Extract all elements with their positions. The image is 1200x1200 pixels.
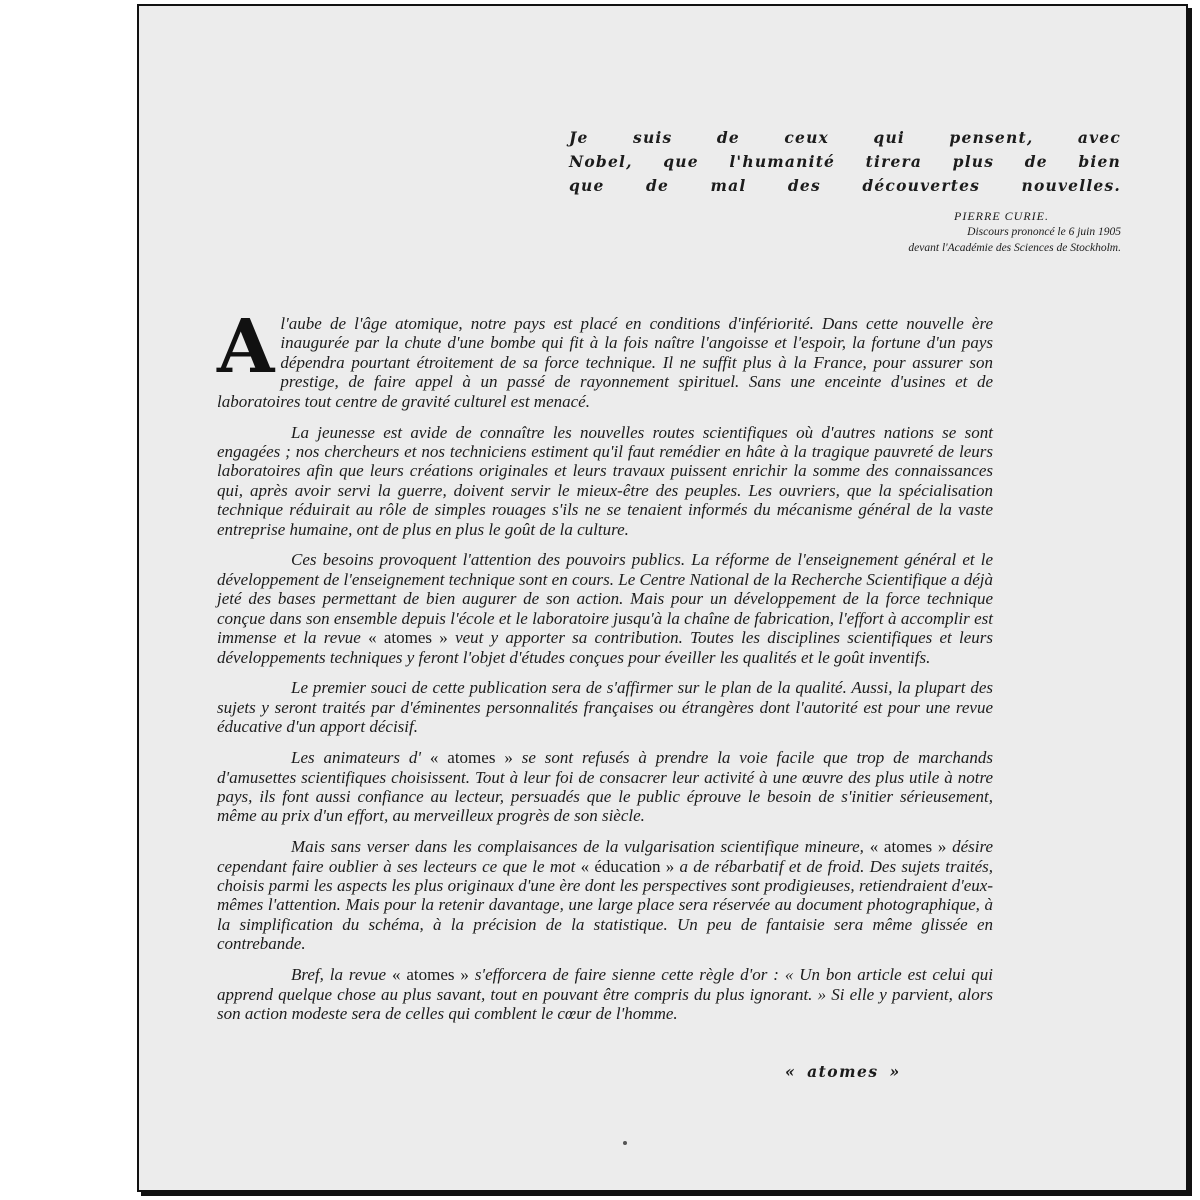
epigraph-source-line: Discours prononcé le 6 juin 1905 [967, 226, 1121, 238]
paragraph-text: Bref, la revue [291, 965, 387, 985]
paragraph-text: a de rébarbatif et de froid. Des sujets traités, choisis parmi les aspects les plus originaux d'une ère dont les perspectives sont prodigieuses, retiendraient d'eux-mêmes l'attention. Mais pour la retenir davantage, une large place sera réservée au document photographique, à la simplification du schéma, à la précision de la statistique. Un peu de fantaisie sera même glissée en contrebande. [217, 856, 994, 954]
epigraph-line: que de mal des découvertes nouvelles. [569, 176, 1121, 195]
paragraph [217, 837, 993, 953]
quoted-word: « éducation » [580, 856, 675, 876]
drop-cap: A [217, 304, 275, 390]
epigraph-author: PIERRE CURIE. [954, 209, 1049, 223]
signature: « atomes » [785, 1062, 901, 1081]
paragraph [217, 550, 993, 666]
paragraph-text: se sont refusés à prendre la voie facile que trop de marchands d'amusettes scientifiques choisissent. Tout à leur foi de consacrer leur activité à une œuvre des plus utile à notre pays, ils font aussi confiance au lecteur, persuadés que le public éprouve le besoin de s'initier sérieusement, même au prix d'un effort, au merveilleux progrès de son siècle. [217, 748, 994, 826]
paragraph [217, 423, 993, 539]
paragraph-text: Le premier souci de cette publication sera de s'affirmer sur le plan de la qualité. Aussi, la plupart des sujets y seront traités par d'éminentes personnalités françaises ou étrangères dont l'autorité est pour une revue éducative d'un apport décisif. [217, 678, 993, 737]
paragraph-text: Mais sans verser dans les complaisances de la vulgarisation scientifique mineure, [291, 837, 864, 857]
paragraph-text: veut y apporter sa contribution. Toutes les disciplines scientifiques et leurs développements techniques y feront l'objet d'études conçues pour éveiller les qualités et le goût inventifs. [217, 628, 994, 667]
document-page [137, 4, 1188, 1192]
paragraph [217, 678, 993, 736]
epigraph [569, 126, 1121, 256]
paragraph-text: désire cependant faire oublier à ses lecteurs ce que le mot [217, 837, 994, 876]
journal-name: « atomes » [429, 748, 513, 768]
paragraph-text: Ces besoins provoquent l'attention des pouvoirs publics. La réforme de l'enseignement général et le développement de l'enseignement technique sont en cours. Le Centre National de la Recherche Scientifique a déjà jeté des bases permettant de bien augurer de son action. Mais pour un développement de la force technique conçue dans son ensemble depuis l'école et le laboratoire jusqu'à la chaîne de fabrication, l'effort à accomplir est immense et la revue [217, 550, 993, 648]
epigraph-source-line: devant l'Académie des Sciences de Stockholm. [908, 242, 1121, 254]
paragraph [217, 304, 993, 411]
epigraph-line: Nobel, que l'humanité tirera plus de bien [569, 152, 1121, 171]
paragraph [217, 748, 993, 826]
journal-name: « atomes » [869, 837, 947, 857]
paragraph-text: Les animateurs d' [291, 748, 422, 768]
paragraph-text: s'efforcera de faire sienne cette règle d'or : « Un bon article est celui qui apprend quelque chose au plus savant, tout en pouvant être compris du plus ignorant. » Si elle y parvient, alors son action modeste sera de celles qui comblent le cœur de l'homme. [217, 965, 994, 1023]
epigraph-quote [569, 126, 1121, 198]
epigraph-line: Je suis de ceux qui pensent, avec [569, 128, 1121, 147]
journal-name: « atomes » [368, 628, 448, 648]
journal-name: « atomes » [391, 965, 469, 985]
paragraph-text: l'aube de l'âge atomique, notre pays est placé en conditions d'infériorité. Dans cette nouvelle ère inaugurée par la chute d'une bombe qui fit à la fois naître l'angoisse et l'espoir, la fortune d'un pays dépendra pourtant étroitement de sa force technique. Il ne suffit plus à la France, pour assurer son prestige, de faire appel à un passé de rayonnement spirituel. Sans une enceinte d'usines et de laboratoires tout centre de gravité culturel est menacé. [217, 314, 993, 411]
ink-speck [623, 1141, 627, 1145]
article-body [217, 304, 994, 1035]
paragraph [217, 965, 993, 1023]
paragraph-text: La jeunesse est avide de connaître les nouvelles routes scientifiques où d'autres nations se sont engagées ; nos chercheurs et nos techniciens estiment qu'il faut remédier en hâte à la tragique pauvreté de leurs laboratoires afin que leurs créations originales et leurs travaux puissent enrichir la somme des connaissances qui, après avoir servi la guerre, doivent servir le mieux-être des peuples. Les ouvriers, que la spécialisation technique réduirait au rôle de simples rouages s'ils ne se tenaient informés du mécanisme général de la vaste entreprise humaine, ont de plus en plus le goût de la culture. [217, 422, 993, 539]
